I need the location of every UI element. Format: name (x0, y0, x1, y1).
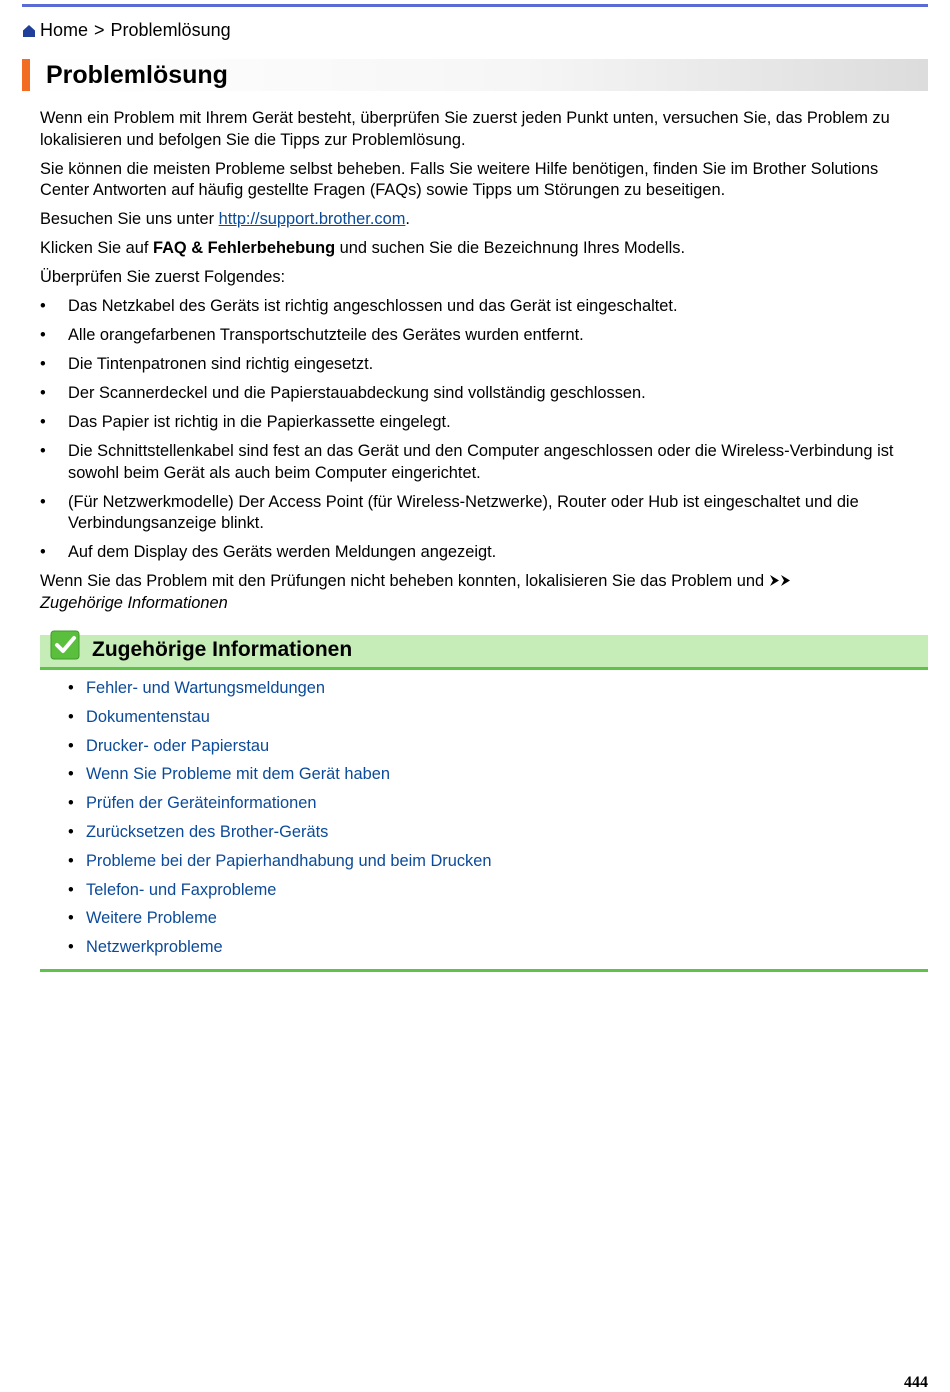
related-info-bottom-rule (40, 969, 928, 972)
page-title: Problemlösung (46, 61, 228, 89)
intro-paragraph-2: Sie können die meisten Probleme selbst beheben. Falls Sie weitere Hilfe benötigen, finden Sie im Brother Solutions Center Antworten auf häufig gestellte Fragen (FAQs) sowie Tipps um Störungen zu beseitigen. (40, 159, 879, 199)
breadcrumb-separator: > (94, 20, 105, 40)
faq-label: FAQ & Fehlerbehebung (152, 239, 336, 257)
click-paragraph (40, 238, 930, 260)
related-link[interactable]: Weitere Probleme (86, 909, 217, 928)
top-rule (22, 4, 928, 7)
check-item: • Alle orangefarbenen Transportschutzteile des Gerätes wurden entfernt. (40, 325, 930, 347)
related-link-item[interactable] (68, 707, 491, 736)
visit-paragraph (40, 209, 930, 231)
page-number: 444 (904, 1374, 928, 1391)
check-intro: Überprüfen Sie zuerst Folgendes: (40, 268, 286, 286)
main-content (40, 108, 930, 622)
title-accent-bar (22, 59, 30, 91)
checkmark-icon (50, 630, 80, 660)
closing-prefix: Wenn Sie das Problem mit den Prüfungen nicht beheben konnten, lokalisieren Sie das Problem und (40, 572, 769, 590)
related-link-item[interactable] (68, 736, 491, 765)
click-prefix: Klicken Sie auf (40, 239, 153, 257)
related-info-header (40, 635, 928, 670)
related-link-item[interactable] (68, 764, 491, 793)
check-item: • Das Papier ist richtig in die Papierkassette eingelegt. (40, 412, 930, 434)
check-item: • (Für Netzwerkmodelle) Der Access Point (für Wireless-Netzwerke), Router oder Hub ist eingeschaltet und die Verbindungsanzeige blinkt. (40, 492, 930, 535)
related-link-item[interactable] (68, 822, 491, 851)
related-link[interactable]: Netzwerkprobleme (86, 938, 223, 957)
related-link[interactable]: Probleme bei der Papierhandhabung und beim Drucken (86, 851, 492, 870)
home-icon[interactable] (22, 24, 36, 38)
double-arrow-icon (769, 574, 793, 587)
check-item: • Die Tintenpatronen sind richtig eingesetzt. (40, 354, 930, 376)
related-links-list (68, 678, 491, 966)
related-link-item[interactable] (68, 937, 491, 966)
related-link[interactable]: Dokumentenstau (86, 707, 210, 726)
related-link-item[interactable] (68, 851, 491, 880)
related-link[interactable]: Drucker- oder Papierstau (86, 736, 270, 755)
title-bar (22, 59, 928, 91)
related-link-item[interactable] (68, 880, 491, 909)
related-link[interactable]: Telefon- und Faxprobleme (86, 880, 277, 899)
visit-suffix: . (405, 210, 410, 228)
click-suffix: und suchen Sie die Bezeichnung Ihres Modells. (335, 239, 686, 257)
check-item: • Die Schnittstellenkabel sind fest an das Gerät und den Computer angeschlossen oder die Wireless-Verbindung ist sowohl beim Gerät als auch beim Computer eingerichtet. (40, 441, 930, 484)
intro-paragraph-1: Wenn ein Problem mit Ihrem Gerät besteht, überprüfen Sie zuerst jeden Punkt unten, versuchen Sie, das Problem zu lokalisieren und befolgen Sie die Tipps zur Problemlösung. (40, 109, 890, 149)
visit-prefix: Besuchen Sie uns unter (40, 210, 219, 228)
check-list (40, 296, 930, 564)
breadcrumb-current: Problemlösung (110, 20, 231, 40)
related-link[interactable]: Fehler- und Wartungsmeldungen (86, 679, 326, 697)
related-link-item[interactable] (68, 678, 491, 707)
related-info-title: Zugehörige Informationen (92, 638, 353, 661)
check-item: • Der Scannerdeckel und die Papierstauabdeckung sind vollständig geschlossen. (40, 383, 930, 405)
related-link[interactable]: Prüfen der Geräteinformationen (86, 794, 317, 813)
related-link-item[interactable] (68, 908, 491, 937)
related-link[interactable]: Zurücksetzen des Brother-Geräts (86, 822, 329, 841)
breadcrumb-home-link[interactable]: Home (40, 20, 89, 40)
closing-related-link[interactable]: Zugehörige Informationen (40, 593, 228, 612)
check-item: • Das Netzkabel des Geräts ist richtig angeschlossen und das Gerät ist eingeschaltet. (40, 296, 930, 318)
closing-paragraph (40, 571, 930, 614)
related-link[interactable]: Wenn Sie Probleme mit dem Gerät haben (86, 765, 390, 784)
support-link[interactable]: http://support.brother.com (218, 210, 406, 228)
breadcrumb (22, 20, 231, 41)
check-item: • Auf dem Display des Geräts werden Meldungen angezeigt. (40, 542, 930, 564)
related-link-item[interactable] (68, 793, 491, 822)
